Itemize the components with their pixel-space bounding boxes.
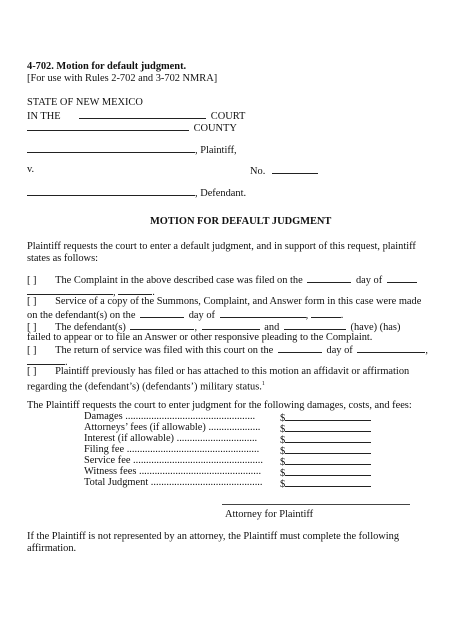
service-text-1: Service of a copy of the Summons, Complaint, and Answer form in this case were made: [55, 296, 422, 307]
case-number-label: No.: [250, 166, 266, 177]
military-text-1: Plaintiff previously has filed or has attached to this motion an affidavit or affirmation: [55, 366, 410, 377]
service-day-field[interactable]: [140, 308, 184, 318]
currency-sign: $: [280, 457, 286, 468]
attorneys-fees-row-label: Attorneys’ fees (if allowable) ....................: [84, 422, 261, 433]
closing-line-2: affirmation.: [27, 543, 77, 554]
closing-line-1: If the Plaintiff is not represented by an attorney, the Plaintiff must complete the following: [27, 531, 400, 542]
total-judgment-amount-line: [280, 477, 371, 491]
have-has-label: (have) (has): [350, 322, 401, 333]
currency-sign: $: [280, 479, 286, 490]
return-day-field[interactable]: [278, 343, 322, 353]
currency-sign: $: [280, 446, 286, 457]
plaintiff-label: , Plaintiff,: [195, 145, 237, 156]
service-year-field[interactable]: [311, 308, 341, 318]
case-number-field[interactable]: [272, 164, 318, 174]
day-of-label: day of: [326, 345, 353, 356]
return-year-line: .: [27, 355, 68, 369]
complaint-text: The Complaint in the above described case was filed on the: [55, 275, 303, 286]
witness-fees-amount-field[interactable]: [285, 466, 371, 476]
service-month-field[interactable]: [220, 308, 306, 318]
case-number-line: [250, 164, 318, 178]
complaint-day-field[interactable]: [307, 273, 351, 283]
court-name-field[interactable]: [79, 109, 206, 119]
attorney-signature-line[interactable]: [222, 504, 410, 505]
plaintiff-name-field[interactable]: [27, 143, 195, 153]
total-judgment-row-label: Total Judgment ...........................................: [84, 477, 263, 488]
footnote-marker: 1: [261, 381, 265, 387]
and-label: and: [264, 322, 280, 333]
intro-line-1: Plaintiff requests the court to enter a default judgment, and in support of this request, plaintiff: [27, 241, 416, 252]
county-label: COUNTY: [193, 123, 237, 134]
plaintiff-line: [27, 143, 237, 157]
motion-title: MOTION FOR DEFAULT JUDGMENT: [150, 216, 332, 227]
currency-sign: $: [280, 424, 286, 435]
currency-sign: $: [280, 468, 286, 479]
defendant-line: [27, 186, 246, 200]
return-month-field[interactable]: [357, 343, 425, 353]
state-caption: STATE OF NEW MEXICO: [27, 97, 143, 108]
complaint-month-field[interactable]: [387, 273, 417, 283]
attorneys-fees-amount-field[interactable]: [285, 422, 371, 432]
day-of-label: day of: [355, 275, 383, 286]
interest-amount-field[interactable]: [285, 433, 371, 443]
failed-text: failed to appear or to file an Answer or other responsive pleading to the Complaint.: [27, 332, 373, 343]
damages-amount-field[interactable]: [285, 411, 371, 421]
item-military-line: [27, 366, 409, 378]
checkbox[interactable]: [ ]: [27, 322, 37, 333]
complaint-month-cont-field[interactable]: [27, 285, 113, 295]
rule-note: [For use with Rules 2-702 and 3-702 NMRA]: [27, 73, 218, 84]
item-defendants-line: [ ] The defendant(s) , and (have) (has): [27, 322, 401, 333]
currency-sign: $: [280, 435, 286, 446]
return-text: The return of service was filed with this court on the: [55, 345, 274, 356]
defendant-3-field[interactable]: [284, 320, 346, 330]
rule-title: 4-702. Motion for default judgment.: [27, 61, 187, 72]
defendants-text: The defendant(s): [55, 322, 126, 333]
damages-intro: The Plaintiff requests the court to enter judgment for the following damages, costs, and fees:: [27, 400, 412, 411]
witness-fees-row-label: Witness fees ...............................................: [84, 466, 262, 477]
military-line-2: [27, 378, 265, 393]
complaint-year-field[interactable]: [118, 285, 152, 295]
filing-fee-row-label: Filing fee ...................................................: [84, 444, 260, 455]
filing-fee-amount-field[interactable]: [285, 444, 371, 454]
attorney-signature-label: Attorney for Plaintiff: [225, 509, 314, 520]
county-line: [27, 121, 237, 135]
intro-line-2: states as follows:: [27, 253, 98, 264]
military-text-2: regarding the (defendant’s) (defendants’) military status.: [27, 381, 262, 393]
versus-label: v.: [27, 164, 35, 175]
item-return-line: [ ] The return of service was filed with this court on the day of ,: [27, 345, 428, 356]
service-text-2: on the defendant(s) on the: [27, 310, 136, 321]
item-service-line: [27, 296, 421, 308]
county-name-field[interactable]: [27, 121, 189, 131]
return-year-field[interactable]: [27, 355, 65, 365]
total-judgment-amount-field[interactable]: [285, 477, 371, 487]
service-fee-amount-field[interactable]: [285, 455, 371, 465]
complaint-year-line: , .: [27, 285, 155, 299]
defendant-1-field[interactable]: [130, 320, 194, 330]
interest-row-label: Interest (if allowable) ...............................: [84, 433, 258, 444]
checkbox[interactable]: [ ]: [27, 275, 37, 286]
defendant-label: , Defendant.: [195, 188, 247, 199]
service-fee-row-label: Service fee ..................................................: [84, 455, 263, 466]
checkbox[interactable]: [ ]: [27, 345, 37, 356]
damages-row-label: Damages ..................................................: [84, 411, 256, 422]
in-the-label: IN THE: [27, 111, 61, 122]
defendant-2-field[interactable]: [202, 320, 260, 330]
service-line-2: on the defendant(s) on the day of , .: [27, 310, 344, 321]
court-label: COURT: [210, 111, 246, 122]
currency-sign: $: [280, 413, 286, 424]
checkbox[interactable]: [ ]: [27, 296, 37, 307]
defendant-name-field[interactable]: [27, 186, 195, 196]
day-of-label: day of: [188, 310, 215, 321]
checkbox[interactable]: [ ]: [27, 366, 37, 377]
